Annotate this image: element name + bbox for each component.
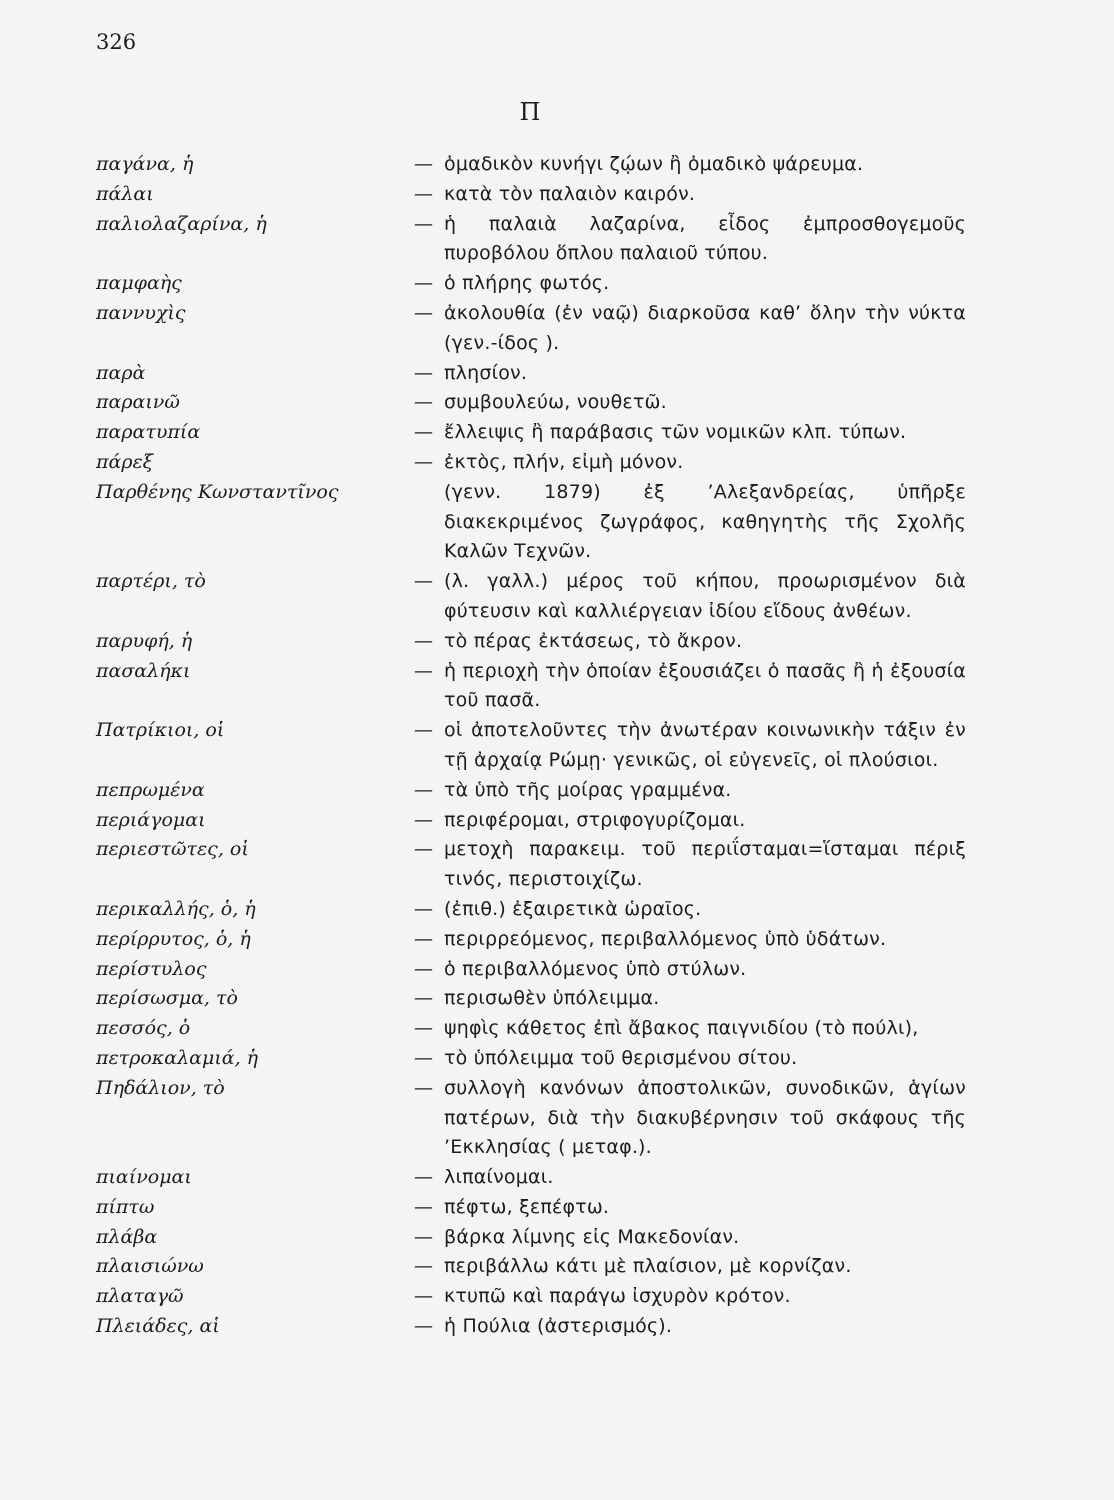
entry-definition-block: [414, 1252, 966, 1282]
entry-definition: βάρκα λίμνης εἰς Μακεδονίαν.: [444, 1225, 740, 1248]
entry-definition: περιφέρομαι, στριφογυρίζομαι.: [444, 808, 746, 831]
glossary-entry: [96, 388, 966, 418]
entry-definition: συμβουλεύω, νουθετῶ.: [444, 391, 667, 414]
entry-dash: —: [414, 778, 433, 801]
entry-definition-block: [414, 806, 966, 836]
entry-definition: τὸ πέρας ἐκτάσεως, τὸ ἄκρον.: [444, 629, 743, 652]
glossary-entry: [96, 359, 966, 389]
entry-definition: περιβάλλω κάτι μὲ πλαίσιον, μὲ κορνίζαν.: [444, 1255, 852, 1278]
entry-dash: —: [414, 570, 433, 593]
entry-headword: πιαίνομαι: [96, 1166, 192, 1189]
entry-definition-block: [414, 1312, 966, 1342]
entry-definition-block: [414, 299, 966, 359]
entry-headword: περιεστῶτες, οἱ: [96, 838, 249, 861]
entry-dash: —: [414, 927, 433, 950]
glossary-entry: [96, 269, 966, 299]
glossary-entry: [96, 418, 966, 448]
glossary-entry: [96, 1312, 966, 1342]
entry-definition: ἔλλειψις ἢ παράβασις τῶν νομικῶν κλπ. τύπων.: [444, 421, 907, 444]
entry-headword: πεσσός, ὁ: [96, 1017, 191, 1040]
entry-definition: κτυπῶ καὶ παράγω ἰσχυρὸν κρότον.: [444, 1285, 791, 1308]
entry-definition: ψηφὶς κάθετος ἐπὶ ἄβακος παιγνιδίου (τὸ πούλι),: [444, 1017, 919, 1040]
glossary-entry: [96, 806, 966, 836]
entry-dash: —: [414, 450, 433, 473]
glossary-entry: [96, 835, 966, 895]
entry-definition: ὁ περιβαλλόμενος ὑπὸ στύλων.: [444, 957, 747, 980]
entry-definition-block: [414, 210, 966, 270]
entry-definition: μετοχὴ παρακειμ. τοῦ περιΐσταμαι=ἵσταμαι πέριξ τινός, περιστοιχίζω.: [444, 838, 966, 891]
entry-definition-block: [414, 1282, 966, 1312]
entry-headword: Παρθένης Κωνσταντῖνος: [96, 480, 339, 503]
glossary-entry: [96, 1163, 966, 1193]
entry-headword: παλιολαζαρίνα, ἡ: [96, 212, 267, 235]
glossary-entry: [96, 448, 966, 478]
entry-definition-block: [414, 895, 966, 925]
entry-definition-block: [414, 150, 966, 180]
entry-definition-block: [414, 388, 966, 418]
entry-definition-block: [414, 478, 966, 567]
page-number: 326: [96, 30, 137, 54]
entry-dash: —: [414, 957, 433, 980]
entry-headword: παρατυπία: [96, 421, 201, 444]
glossary-entry: [96, 1252, 966, 1282]
entry-definition-block: [414, 1044, 966, 1074]
entry-headword: παραινῶ: [96, 391, 180, 414]
entry-headword: παρὰ: [96, 361, 146, 384]
entry-headword: παμφαὴς: [96, 272, 182, 295]
entry-dash: —: [414, 421, 433, 444]
glossary-entry: [96, 627, 966, 657]
entry-definition-block: [414, 1014, 966, 1044]
entry-definition-block: [414, 657, 966, 717]
entry-headword: Πλειάδες, αἱ: [96, 1315, 220, 1338]
entry-headword: πλάβα: [96, 1225, 158, 1248]
entry-headword: Πατρίκιοι, οἱ: [96, 719, 225, 742]
glossary-entry: [96, 299, 966, 359]
glossary-entry: [96, 925, 966, 955]
entry-headword: πετροκαλαμιά, ἡ: [96, 1046, 259, 1069]
entry-dash: —: [414, 212, 433, 235]
entry-dash: —: [414, 1017, 433, 1040]
glossary-entry: [96, 1282, 966, 1312]
entry-dash: —: [414, 1076, 433, 1099]
glossary-entry: [96, 1044, 966, 1074]
entry-dash: —: [414, 1046, 433, 1069]
entry-definition-block: [414, 925, 966, 955]
entry-definition: περιρρεόμενος, περιβαλλόμενος ὑπὸ ὑδάτων.: [444, 927, 887, 950]
entry-definition-block: [414, 359, 966, 389]
entry-headword: παρυφή, ἡ: [96, 629, 193, 652]
entry-headword: παρτέρι, τὸ: [96, 570, 206, 593]
entry-definition-block: [414, 1074, 966, 1163]
glossary-entry: [96, 955, 966, 985]
entry-definition: ἀκολουθία (ἐν ναῷ) διαρκοῦσα καθ’ ὅλην τὴν νύκτα (γεν.-ίδος ).: [444, 301, 966, 354]
entry-definition-block: [414, 984, 966, 1014]
entry-definition: ἡ Πούλια (ἀστερισμός).: [444, 1315, 673, 1338]
entry-definition: περισωθὲν ὑπόλειμμα.: [444, 987, 660, 1010]
entry-definition-block: [414, 269, 966, 299]
entry-definition-block: [414, 1163, 966, 1193]
entry-definition: ὁ πλήρης φωτός.: [444, 272, 610, 295]
glossary-entry: [96, 895, 966, 925]
glossary-entry: [96, 716, 966, 776]
glossary-entry: [96, 1193, 966, 1223]
entry-definition: συλλογὴ κανόνων ἀποστολικῶν, συνοδικῶν, ἁγίων πατέρων, διὰ τὴν διακυβέρνησιν τοῦ σκάφους τῆς ’Εκκλησίας ( μεταφ.).: [444, 1076, 966, 1159]
entry-headword: πάρεξ: [96, 450, 154, 473]
entry-dash: —: [414, 153, 433, 175]
entry-definition: ἡ παλαιὰ λαζαρίνα, εἶδος ἐμπροσθογεμοῦς πυροβόλου ὅπλου παλαιοῦ τύπου.: [444, 212, 966, 265]
entry-definition: πλησίον.: [444, 361, 528, 384]
entry-definition-block: [414, 448, 966, 478]
entry-dash: —: [414, 272, 433, 295]
entry-definition: τὰ ὑπὸ τῆς μοίρας γραμμένα.: [444, 778, 732, 801]
entry-dash: —: [414, 361, 433, 384]
entry-headword: πλαταγῶ: [96, 1285, 184, 1308]
glossary-entry: [96, 567, 966, 627]
entry-dash: —: [414, 987, 433, 1010]
entry-headword: περιάγομαι: [96, 808, 206, 831]
entry-dash: —: [414, 1255, 433, 1278]
entry-dash: —: [414, 808, 433, 831]
glossary-entry: [96, 478, 966, 567]
entry-definition: τὸ ὑπόλειμμα τοῦ θερισμένου σίτου.: [444, 1046, 798, 1069]
entry-dash: —: [414, 182, 433, 205]
entry-definition: (λ. γαλλ.) μέρος τοῦ κήπου, προωρισμένον διὰ φύτευσιν καὶ καλλιέργειαν ἰδίου εἴδους ἀνθέων.: [444, 570, 966, 622]
entry-headword: περίρρυτος, ὁ, ἡ: [96, 927, 251, 950]
entry-headword: πάλαι: [96, 182, 154, 205]
entry-headword: Πηδάλιον, τὸ: [96, 1076, 225, 1099]
glossary-entries: [96, 150, 966, 1342]
entry-headword: περίσωσμα, τὸ: [96, 987, 238, 1010]
entry-headword: περικαλλής, ὁ, ἡ: [96, 897, 256, 920]
entry-definition-block: [414, 716, 966, 776]
entry-headword: παγάνα, ἡ: [96, 153, 194, 175]
entry-headword: περίστυλος: [96, 957, 207, 980]
entry-dash: —: [414, 1315, 433, 1338]
glossary-entry: [96, 1014, 966, 1044]
entry-definition: (ἐπιθ.) ἐξαιρετικὰ ὡραῖος.: [444, 897, 702, 920]
entry-dash: —: [414, 301, 433, 324]
entry-headword: πλαισιώνω: [96, 1255, 204, 1278]
entry-dash: —: [414, 629, 433, 652]
entry-dash: —: [414, 897, 433, 920]
entry-definition: (γενν. 1879) ἐξ ’Αλεξανδρείας, ὑπῆρξε διακεκριμένος ζωγράφος, καθηγητὴς τῆς Σχολῆς Καλῶν Τεχνῶν.: [444, 480, 966, 563]
entry-dash: —: [414, 659, 433, 682]
glossary-entry: [96, 1223, 966, 1253]
glossary-entry: [96, 776, 966, 806]
glossary-entry: [96, 657, 966, 717]
entry-definition-block: [414, 180, 966, 210]
glossary-entry: [96, 1074, 966, 1163]
entry-dash: —: [414, 1166, 433, 1189]
glossary-entry: [96, 210, 966, 270]
entry-definition-block: [414, 776, 966, 806]
entry-definition-block: [414, 418, 966, 448]
entry-headword: πίπτω: [96, 1195, 155, 1218]
entry-definition: ἡ περιοχὴ τὴν ὁποίαν ἐξουσιάζει ὁ πασᾶς ἢ ἡ ἐξουσία τοῦ πασᾶ.: [444, 659, 966, 712]
glossary-entry: [96, 984, 966, 1014]
entry-definition-block: [414, 1223, 966, 1253]
entry-dash: —: [414, 1225, 433, 1248]
entry-definition-block: [414, 567, 966, 627]
entry-dash: —: [414, 719, 433, 742]
entry-dash: —: [414, 1195, 433, 1218]
entry-dash: —: [414, 391, 433, 414]
entry-definition: οἱ ἀποτελοῦντες τὴν ἀνωτέραν κοινωνικὴν τάξιν ἐν τῇ ἀρχαίᾳ Ρώμῃ· γενικῶς, οἱ εὐγενεῖς, οἱ πλούσιοι.: [444, 719, 966, 771]
section-letter-heading: Π: [519, 98, 541, 126]
glossary-entry: [96, 180, 966, 210]
entry-definition-block: [414, 627, 966, 657]
entry-dash: —: [414, 1285, 433, 1308]
entry-definition: πέφτω, ξεπέφτω.: [444, 1195, 610, 1218]
entry-headword: παννυχὶς: [96, 301, 186, 324]
entry-definition-block: [414, 835, 966, 895]
entry-definition: ἐκτὸς, πλήν, εἰμὴ μόνον.: [444, 450, 684, 473]
entry-definition: λιπαίνομαι.: [444, 1166, 554, 1189]
entry-headword: πεπρωμένα: [96, 778, 205, 801]
entry-definition: ὁμαδικὸν κυνήγι ζῴων ἢ ὁμαδικὸ ψάρευμα.: [444, 153, 864, 175]
entry-headword: πασαλήκι: [96, 659, 191, 682]
entry-dash: —: [414, 838, 433, 861]
glossary-entry: [96, 150, 966, 180]
entry-definition-block: [414, 1193, 966, 1223]
entry-definition: κατὰ τὸν παλαιὸν καιρόν.: [444, 182, 696, 205]
entry-definition-block: [414, 955, 966, 985]
